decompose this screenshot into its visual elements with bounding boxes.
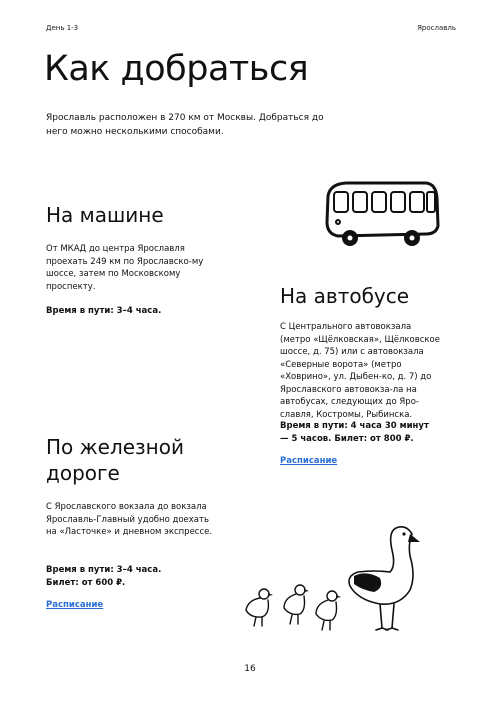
duck-illustration bbox=[234, 520, 434, 640]
bus-illustration bbox=[322, 178, 442, 248]
bus-schedule-link[interactable]: Расписание bbox=[280, 456, 338, 466]
bus-text: С Центрального автовокзала (метро «Щёлковская», Щёлковское шоссе, д. 75) или с автовокзала «Северные ворота» (метро «Ховрино», ул. Дыбен-ко, д. 7) до Ярославского автовокза-ла на автобусах, следующих до Яро-славля, Костромы, Рыбинска. bbox=[280, 322, 440, 420]
page-number: 16 bbox=[244, 664, 256, 674]
bus-time: Время в пути: 4 часа 30 минут — 5 часов. Билет: от 800 ₽. bbox=[280, 421, 429, 444]
car-heading: На машине bbox=[46, 203, 164, 227]
duckling-illustration bbox=[246, 589, 269, 626]
car-time: Время в пути: 3–4 часа. bbox=[46, 306, 162, 316]
header-section: День 1-3 bbox=[46, 24, 79, 32]
bus-heading: На автобусе bbox=[280, 284, 410, 308]
train-text: С Ярославского вокзала до вокзала Ярославль-Главный удобно доехать на «Ласточке» и дневном экспрессе. bbox=[46, 502, 213, 537]
train-time: Время в пути: 3–4 часа. Билет: от 600 ₽. bbox=[46, 565, 162, 588]
page-title: Как добраться bbox=[44, 49, 309, 89]
intro-text: Ярославль расположен в 270 км от Москвы. Добраться до него можно несколькими способами. bbox=[46, 113, 324, 137]
train-heading: По железной дороге bbox=[46, 435, 184, 485]
header-city: Ярославль bbox=[417, 24, 456, 32]
car-text: От МКАД до центра Ярославля проехать 249 км по Ярославско-му шоссе, затем по Московскому проспекту. bbox=[46, 244, 204, 292]
train-schedule-link[interactable]: Расписание bbox=[46, 600, 104, 610]
